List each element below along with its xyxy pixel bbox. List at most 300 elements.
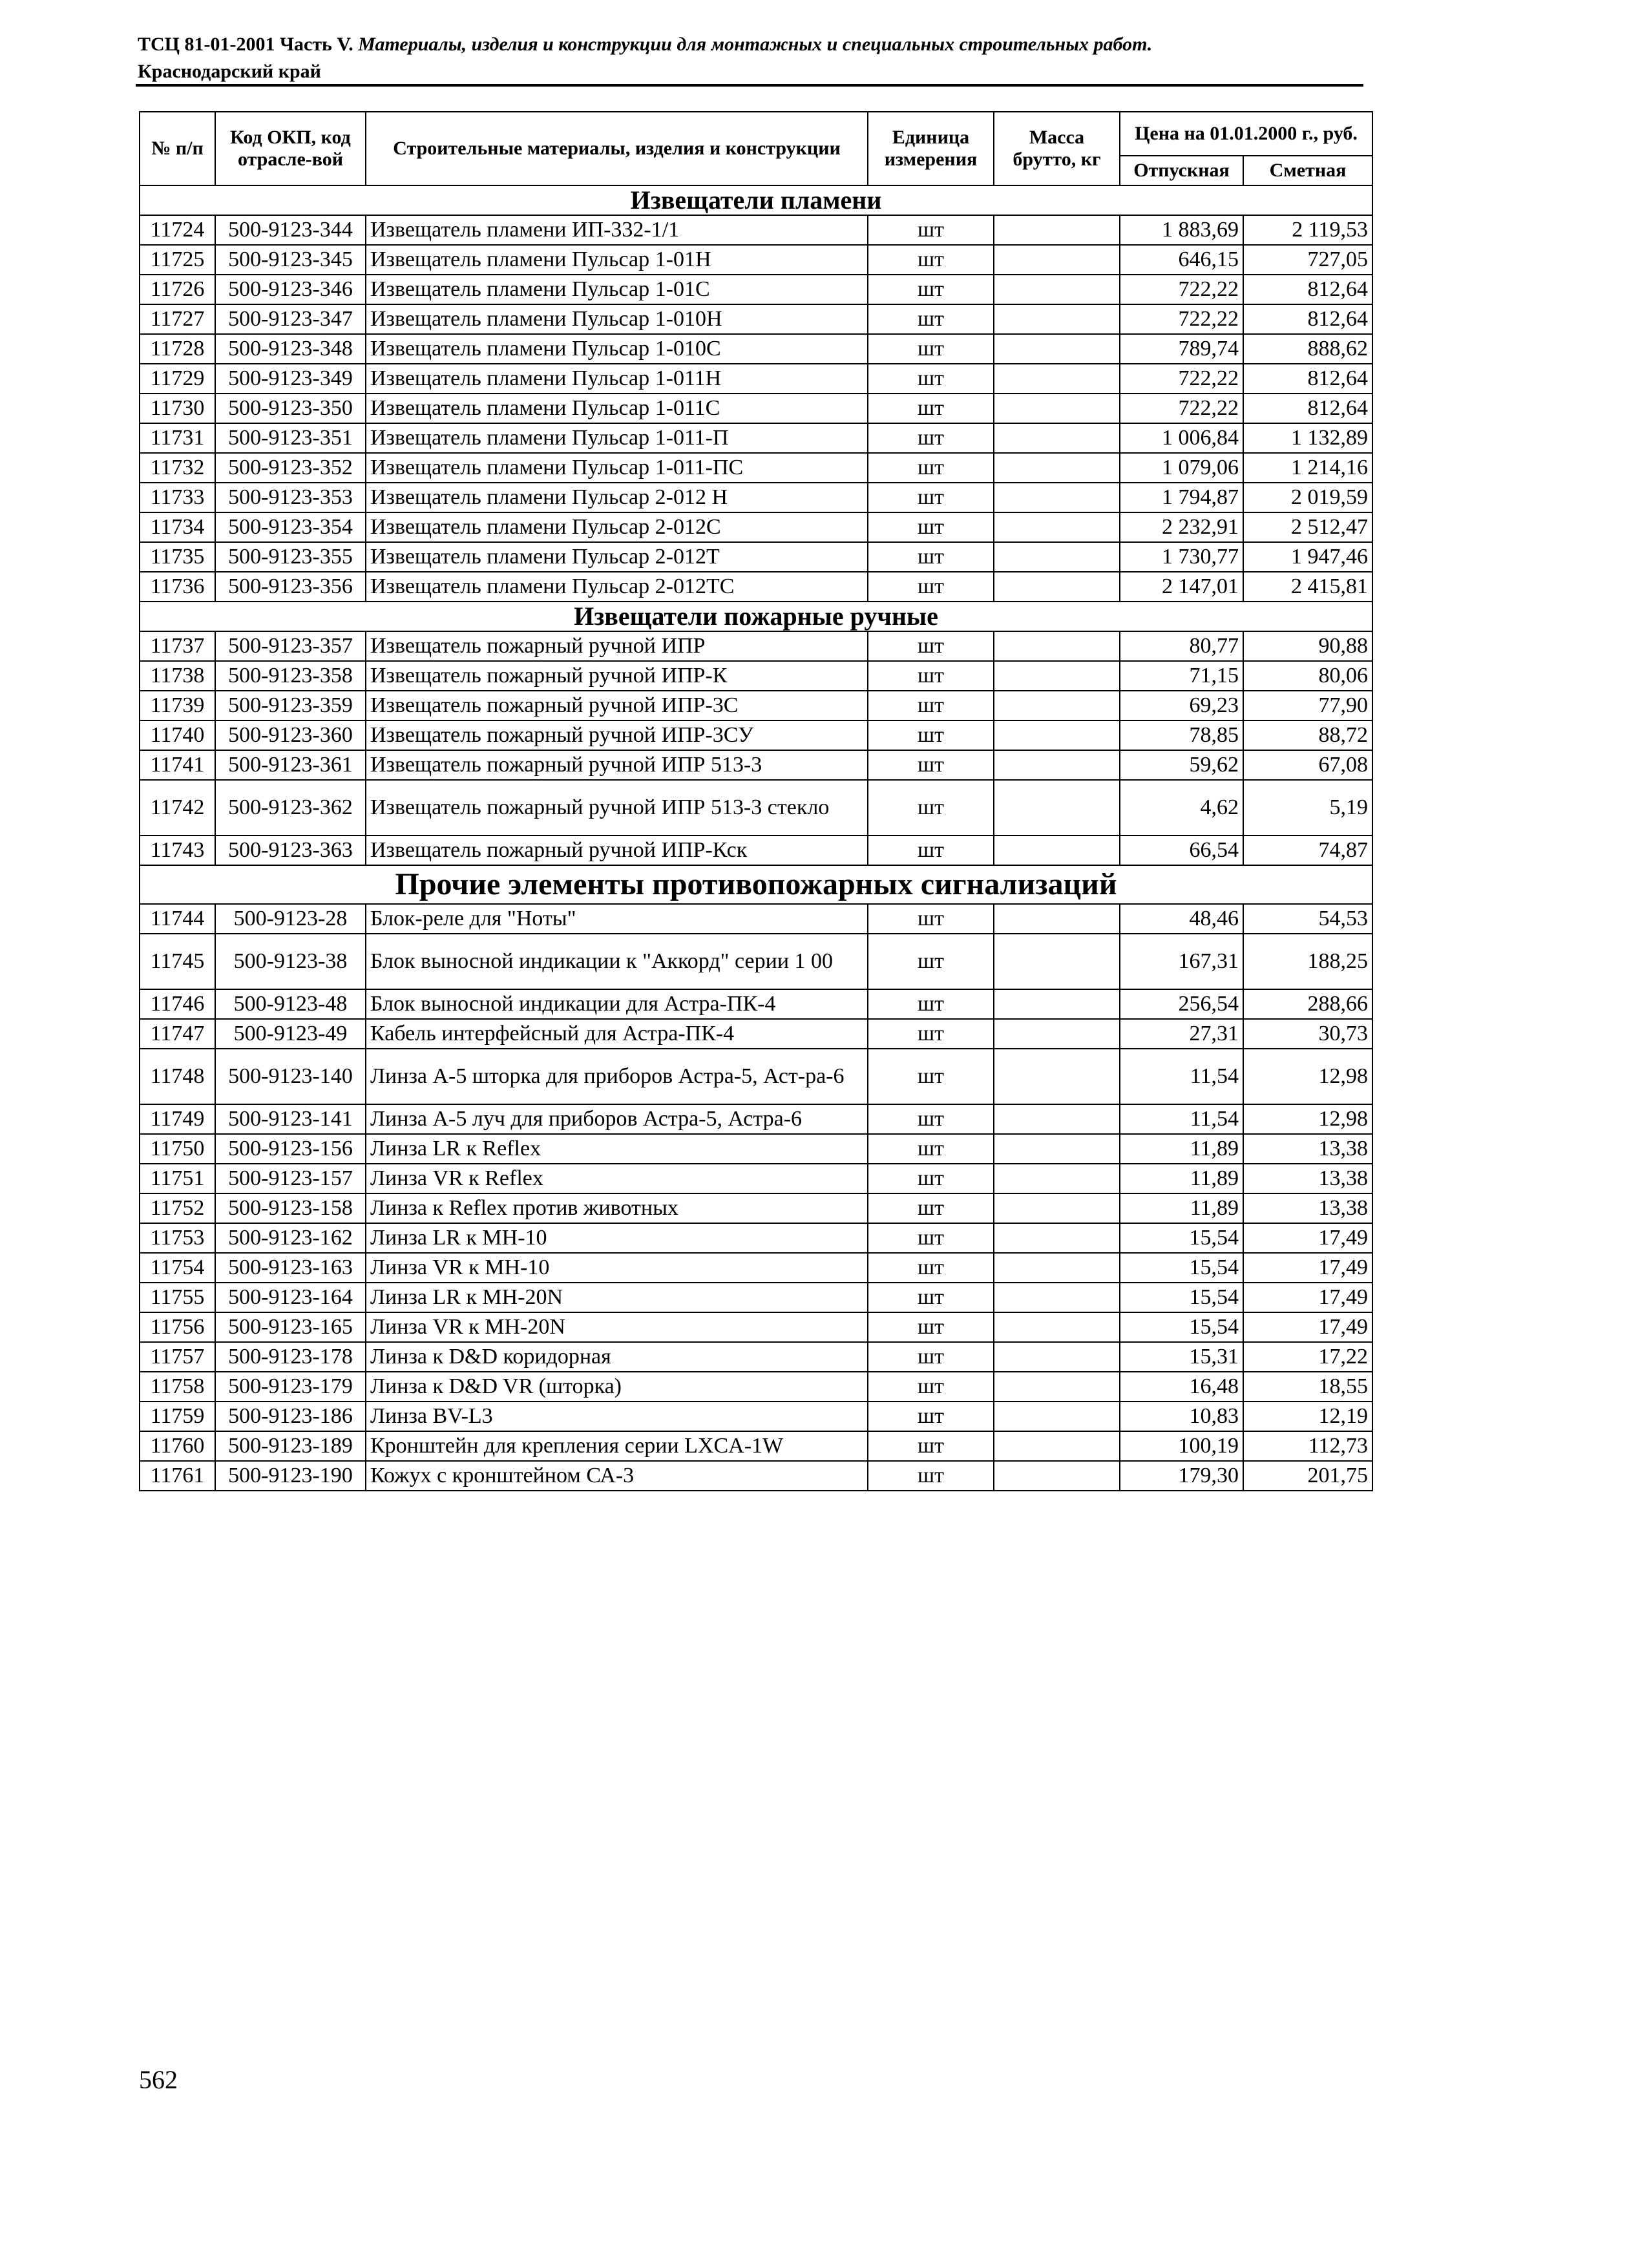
col-price-header: Цена на 01.01.2000 г., руб. <box>1120 112 1372 156</box>
table-row <box>140 453 1372 483</box>
row-release-price: 10,83 <box>1120 1402 1243 1431</box>
row-name: Линза А-5 шторка для приборов Астра-5, Аст-ра-6 <box>366 1049 868 1104</box>
row-number: 11747 <box>140 1019 215 1049</box>
row-release-price: 15,54 <box>1120 1223 1243 1253</box>
row-mass <box>994 1312 1120 1342</box>
section-title: Извещатели пожарные ручные <box>140 602 1372 631</box>
row-name: Извещатель пожарный ручной ИПР-К <box>366 661 868 691</box>
row-estimate-price: 1 132,89 <box>1243 423 1372 453</box>
row-unit: шт <box>868 691 994 720</box>
table-row <box>140 835 1372 865</box>
row-mass <box>994 334 1120 364</box>
row-unit: шт <box>868 215 994 245</box>
row-mass <box>994 904 1120 934</box>
row-unit: шт <box>868 483 994 512</box>
row-estimate-price: 1 947,46 <box>1243 542 1372 572</box>
row-number: 11736 <box>140 572 215 602</box>
row-code: 500-9123-48 <box>215 989 366 1019</box>
row-unit: шт <box>868 245 994 275</box>
row-estimate-price: 90,88 <box>1243 631 1372 661</box>
row-mass <box>994 245 1120 275</box>
row-estimate-price: 112,73 <box>1243 1431 1372 1461</box>
row-mass <box>994 572 1120 602</box>
row-number: 11725 <box>140 245 215 275</box>
row-release-price: 59,62 <box>1120 750 1243 780</box>
row-estimate-price: 812,64 <box>1243 394 1372 423</box>
row-unit: шт <box>868 275 994 304</box>
row-release-price: 11,89 <box>1120 1193 1243 1223</box>
row-mass <box>994 835 1120 865</box>
row-number: 11752 <box>140 1193 215 1223</box>
row-code: 500-9123-351 <box>215 423 366 453</box>
row-code: 500-9123-28 <box>215 904 366 934</box>
table-body <box>140 185 1372 1491</box>
row-release-price: 1 794,87 <box>1120 483 1243 512</box>
row-release-price: 71,15 <box>1120 661 1243 691</box>
row-code: 500-9123-141 <box>215 1104 366 1134</box>
row-number: 11749 <box>140 1104 215 1134</box>
document-header <box>138 31 1365 85</box>
table-row <box>140 215 1372 245</box>
table-row <box>140 750 1372 780</box>
section-header <box>140 602 1372 631</box>
row-name: Извещатель пламени Пульсар 1-011Н <box>366 364 868 394</box>
row-release-price: 256,54 <box>1120 989 1243 1019</box>
row-mass <box>994 1049 1120 1104</box>
row-number: 11728 <box>140 334 215 364</box>
row-number: 11730 <box>140 394 215 423</box>
row-number: 11750 <box>140 1134 215 1164</box>
section-header <box>140 865 1372 904</box>
row-number: 11748 <box>140 1049 215 1104</box>
row-mass <box>994 453 1120 483</box>
table-row <box>140 631 1372 661</box>
header-rule <box>136 84 1363 87</box>
row-release-price: 2 232,91 <box>1120 512 1243 542</box>
header-code: ТСЦ 81-01-2001 Часть V. <box>138 34 353 55</box>
row-release-price: 15,31 <box>1120 1342 1243 1372</box>
row-release-price: 16,48 <box>1120 1372 1243 1402</box>
row-unit: шт <box>868 453 994 483</box>
row-estimate-price: 80,06 <box>1243 661 1372 691</box>
row-number: 11729 <box>140 364 215 394</box>
row-code: 500-9123-354 <box>215 512 366 542</box>
row-number: 11756 <box>140 1312 215 1342</box>
table-row <box>140 1461 1372 1491</box>
row-estimate-price: 5,19 <box>1243 780 1372 835</box>
row-unit: шт <box>868 1283 994 1312</box>
row-unit: шт <box>868 720 994 750</box>
section-title: Извещатели пламени <box>140 185 1372 215</box>
section-header <box>140 185 1372 215</box>
row-unit: шт <box>868 1164 994 1193</box>
row-release-price: 167,31 <box>1120 934 1243 989</box>
table-row <box>140 512 1372 542</box>
row-unit: шт <box>868 304 994 334</box>
table-row <box>140 423 1372 453</box>
row-estimate-price: 201,75 <box>1243 1461 1372 1491</box>
price-table <box>139 111 1373 1491</box>
row-unit: шт <box>868 1461 994 1491</box>
row-name: Линза к D&D VR (шторка) <box>366 1372 868 1402</box>
row-code: 500-9123-348 <box>215 334 366 364</box>
row-number: 11724 <box>140 215 215 245</box>
row-code: 500-9123-178 <box>215 1342 366 1372</box>
table-row <box>140 572 1372 602</box>
row-release-price: 646,15 <box>1120 245 1243 275</box>
header-region: Краснодарский край <box>138 61 321 82</box>
table-row <box>140 1104 1372 1134</box>
row-unit: шт <box>868 750 994 780</box>
row-code: 500-9123-360 <box>215 720 366 750</box>
row-release-price: 78,85 <box>1120 720 1243 750</box>
row-estimate-price: 812,64 <box>1243 275 1372 304</box>
row-name: Извещатель пламени ИП-332-1/1 <box>366 215 868 245</box>
row-number: 11734 <box>140 512 215 542</box>
row-name: Извещатель пожарный ручной ИПР 513-3 <box>366 750 868 780</box>
row-mass <box>994 1431 1120 1461</box>
row-estimate-price: 12,98 <box>1243 1049 1372 1104</box>
row-code: 500-9123-140 <box>215 1049 366 1104</box>
row-name: Линза LR к Reflex <box>366 1134 868 1164</box>
row-number: 11753 <box>140 1223 215 1253</box>
row-number: 11757 <box>140 1342 215 1372</box>
row-mass <box>994 1402 1120 1431</box>
table-row <box>140 1431 1372 1461</box>
row-number: 11731 <box>140 423 215 453</box>
row-mass <box>994 934 1120 989</box>
row-name: Извещатель пламени Пульсар 1-01Н <box>366 245 868 275</box>
row-unit: шт <box>868 934 994 989</box>
table-row <box>140 904 1372 934</box>
row-mass <box>994 542 1120 572</box>
row-release-price: 1 730,77 <box>1120 542 1243 572</box>
row-name: Извещатель пламени Пульсар 1-011-ПС <box>366 453 868 483</box>
row-estimate-price: 13,38 <box>1243 1164 1372 1193</box>
table-row <box>140 1049 1372 1104</box>
row-estimate-price: 2 019,59 <box>1243 483 1372 512</box>
row-code: 500-9123-156 <box>215 1134 366 1164</box>
row-unit: шт <box>868 334 994 364</box>
table-row <box>140 691 1372 720</box>
table-row <box>140 394 1372 423</box>
row-code: 500-9123-362 <box>215 780 366 835</box>
row-unit: шт <box>868 364 994 394</box>
row-estimate-price: 74,87 <box>1243 835 1372 865</box>
row-code: 500-9123-49 <box>215 1019 366 1049</box>
row-mass <box>994 780 1120 835</box>
header-description: Материалы, изделия и конструкции для монтажных и специальных строительных работ. <box>358 34 1153 55</box>
row-estimate-price: 88,72 <box>1243 720 1372 750</box>
table-row <box>140 1253 1372 1283</box>
col-release-price-header: Отпускная <box>1120 156 1243 185</box>
row-release-price: 69,23 <box>1120 691 1243 720</box>
row-release-price: 11,89 <box>1120 1164 1243 1193</box>
section-title: Прочие элементы противопожарных сигнализаций <box>140 865 1372 904</box>
row-estimate-price: 17,49 <box>1243 1312 1372 1342</box>
row-name: Извещатель пламени Пульсар 1-01С <box>366 275 868 304</box>
row-release-price: 789,74 <box>1120 334 1243 364</box>
table-header <box>140 112 1372 185</box>
row-release-price: 11,54 <box>1120 1049 1243 1104</box>
row-release-price: 179,30 <box>1120 1461 1243 1491</box>
row-name: Кронштейн для крепления серии LXCA-1W <box>366 1431 868 1461</box>
page-number: 562 <box>139 2065 178 2094</box>
row-unit: шт <box>868 512 994 542</box>
row-name: Линза VR к МН-10 <box>366 1253 868 1283</box>
row-code: 500-9123-350 <box>215 394 366 423</box>
row-name: Извещатель пламени Пульсар 2-012 Н <box>366 483 868 512</box>
row-mass <box>994 304 1120 334</box>
row-mass <box>994 1134 1120 1164</box>
table-row <box>140 1312 1372 1342</box>
row-unit: шт <box>868 989 994 1019</box>
row-mass <box>994 1223 1120 1253</box>
row-unit: шт <box>868 1402 994 1431</box>
row-unit: шт <box>868 904 994 934</box>
row-mass <box>994 1372 1120 1402</box>
row-number: 11741 <box>140 750 215 780</box>
col-code-header: Код ОКП, код отрасле-вой <box>215 112 366 185</box>
row-estimate-price: 77,90 <box>1243 691 1372 720</box>
table-row <box>140 245 1372 275</box>
row-number: 11746 <box>140 989 215 1019</box>
row-number: 11732 <box>140 453 215 483</box>
row-name: Кожух с кронштейном СА-3 <box>366 1461 868 1491</box>
row-release-price: 66,54 <box>1120 835 1243 865</box>
row-name: Извещатель пламени Пульсар 1-011С <box>366 394 868 423</box>
row-mass <box>994 1253 1120 1283</box>
row-code: 500-9123-157 <box>215 1164 366 1193</box>
table-row <box>140 1372 1372 1402</box>
row-estimate-price: 188,25 <box>1243 934 1372 989</box>
row-number: 11759 <box>140 1402 215 1431</box>
row-estimate-price: 288,66 <box>1243 989 1372 1019</box>
row-estimate-price: 54,53 <box>1243 904 1372 934</box>
row-code: 500-9123-355 <box>215 542 366 572</box>
row-mass <box>994 1342 1120 1372</box>
row-number: 11744 <box>140 904 215 934</box>
row-number: 11733 <box>140 483 215 512</box>
table-row <box>140 1223 1372 1253</box>
row-unit: шт <box>868 423 994 453</box>
row-name: Блок выносной индикации для Астра-ПК-4 <box>366 989 868 1019</box>
row-name: Извещатель пожарный ручной ИПР-Кск <box>366 835 868 865</box>
row-name: Извещатель пожарный ручной ИПР-3С <box>366 691 868 720</box>
row-code: 500-9123-179 <box>215 1372 366 1402</box>
row-name: Извещатель пламени Пульсар 1-011-П <box>366 423 868 453</box>
row-release-price: 48,46 <box>1120 904 1243 934</box>
table-row <box>140 1342 1372 1372</box>
row-number: 11735 <box>140 542 215 572</box>
table-row <box>140 1402 1372 1431</box>
row-release-price: 15,54 <box>1120 1253 1243 1283</box>
row-estimate-price: 888,62 <box>1243 334 1372 364</box>
row-number: 11738 <box>140 661 215 691</box>
row-release-price: 1 079,06 <box>1120 453 1243 483</box>
row-number: 11761 <box>140 1461 215 1491</box>
row-unit: шт <box>868 1372 994 1402</box>
table-row <box>140 1019 1372 1049</box>
table-row <box>140 1134 1372 1164</box>
table-row <box>140 483 1372 512</box>
row-name: Извещатель пламени Пульсар 1-010Н <box>366 304 868 334</box>
table-row <box>140 334 1372 364</box>
row-code: 500-9123-345 <box>215 245 366 275</box>
row-mass <box>994 1019 1120 1049</box>
table-row <box>140 364 1372 394</box>
row-number: 11758 <box>140 1372 215 1402</box>
row-mass <box>994 215 1120 245</box>
row-estimate-price: 2 512,47 <box>1243 512 1372 542</box>
row-number: 11754 <box>140 1253 215 1283</box>
col-mass-header: Масса брутто, кг <box>994 112 1120 185</box>
row-number: 11737 <box>140 631 215 661</box>
row-name: Извещатель пламени Пульсар 2-012Т <box>366 542 868 572</box>
row-unit: шт <box>868 631 994 661</box>
row-code: 500-9123-189 <box>215 1431 366 1461</box>
row-mass <box>994 423 1120 453</box>
table-row <box>140 542 1372 572</box>
table-row <box>140 1164 1372 1193</box>
row-unit: шт <box>868 661 994 691</box>
row-unit: шт <box>868 1253 994 1283</box>
row-name: Блок-реле для "Ноты" <box>366 904 868 934</box>
row-name: Кабель интерфейсный для Астра-ПК-4 <box>366 1019 868 1049</box>
row-estimate-price: 727,05 <box>1243 245 1372 275</box>
row-unit: шт <box>868 1049 994 1104</box>
row-code: 500-9123-361 <box>215 750 366 780</box>
row-mass <box>994 1164 1120 1193</box>
row-release-price: 2 147,01 <box>1120 572 1243 602</box>
row-release-price: 100,19 <box>1120 1431 1243 1461</box>
row-code: 500-9123-165 <box>215 1312 366 1342</box>
table-row <box>140 1283 1372 1312</box>
row-unit: шт <box>868 1312 994 1342</box>
row-mass <box>994 691 1120 720</box>
table-row <box>140 661 1372 691</box>
row-unit: шт <box>868 1342 994 1372</box>
row-number: 11743 <box>140 835 215 865</box>
row-estimate-price: 2 119,53 <box>1243 215 1372 245</box>
row-name: Извещатель пожарный ручной ИПР 513-3 стекло <box>366 780 868 835</box>
row-unit: шт <box>868 780 994 835</box>
row-unit: шт <box>868 1431 994 1461</box>
table-row <box>140 1193 1372 1223</box>
row-estimate-price: 17,49 <box>1243 1223 1372 1253</box>
row-mass <box>994 364 1120 394</box>
row-code: 500-9123-349 <box>215 364 366 394</box>
row-name: Линза VR к Reflex <box>366 1164 868 1193</box>
row-unit: шт <box>868 572 994 602</box>
row-unit: шт <box>868 1134 994 1164</box>
table-row <box>140 934 1372 989</box>
row-estimate-price: 67,08 <box>1243 750 1372 780</box>
row-estimate-price: 13,38 <box>1243 1193 1372 1223</box>
row-name: Линза к Reflex против животных <box>366 1193 868 1223</box>
row-code: 500-9123-344 <box>215 215 366 245</box>
row-number: 11760 <box>140 1431 215 1461</box>
row-name: Линза LR к МН-10 <box>366 1223 868 1253</box>
row-mass <box>994 275 1120 304</box>
row-release-price: 80,77 <box>1120 631 1243 661</box>
row-unit: шт <box>868 1019 994 1049</box>
row-name: Линза VR к МН-20N <box>366 1312 868 1342</box>
row-mass <box>994 720 1120 750</box>
row-mass <box>994 512 1120 542</box>
row-mass <box>994 750 1120 780</box>
row-release-price: 11,54 <box>1120 1104 1243 1134</box>
table-row <box>140 304 1372 334</box>
row-unit: шт <box>868 1193 994 1223</box>
row-code: 500-9123-352 <box>215 453 366 483</box>
row-name: Линза к D&D коридорная <box>366 1342 868 1372</box>
col-unit-header: Единица измерения <box>868 112 994 185</box>
row-unit: шт <box>868 1104 994 1134</box>
row-code: 500-9123-357 <box>215 631 366 661</box>
row-mass <box>994 1104 1120 1134</box>
row-release-price: 4,62 <box>1120 780 1243 835</box>
row-mass <box>994 1461 1120 1491</box>
row-name: Линза LR к МН-20N <box>366 1283 868 1312</box>
row-estimate-price: 12,19 <box>1243 1402 1372 1431</box>
row-mass <box>994 989 1120 1019</box>
row-estimate-price: 18,55 <box>1243 1372 1372 1402</box>
row-release-price: 722,22 <box>1120 394 1243 423</box>
row-release-price: 15,54 <box>1120 1312 1243 1342</box>
row-code: 500-9123-359 <box>215 691 366 720</box>
row-release-price: 27,31 <box>1120 1019 1243 1049</box>
row-estimate-price: 17,49 <box>1243 1253 1372 1283</box>
row-mass <box>994 631 1120 661</box>
row-estimate-price: 17,49 <box>1243 1283 1372 1312</box>
row-code: 500-9123-164 <box>215 1283 366 1312</box>
row-code: 500-9123-190 <box>215 1461 366 1491</box>
row-release-price: 722,22 <box>1120 275 1243 304</box>
col-name-header: Строительные материалы, изделия и конструкции <box>366 112 868 185</box>
row-estimate-price: 812,64 <box>1243 304 1372 334</box>
row-code: 500-9123-358 <box>215 661 366 691</box>
row-estimate-price: 2 415,81 <box>1243 572 1372 602</box>
row-code: 500-9123-347 <box>215 304 366 334</box>
row-release-price: 722,22 <box>1120 364 1243 394</box>
row-estimate-price: 1 214,16 <box>1243 453 1372 483</box>
row-estimate-price: 12,98 <box>1243 1104 1372 1134</box>
row-release-price: 1 006,84 <box>1120 423 1243 453</box>
row-code: 500-9123-38 <box>215 934 366 989</box>
row-estimate-price: 30,73 <box>1243 1019 1372 1049</box>
row-name: Блок выносной индикации к "Аккорд" серии 1 00 <box>366 934 868 989</box>
row-unit: шт <box>868 542 994 572</box>
row-estimate-price: 812,64 <box>1243 364 1372 394</box>
table-row <box>140 780 1372 835</box>
row-name: Извещатель пожарный ручной ИПР-3СУ <box>366 720 868 750</box>
row-unit: шт <box>868 1223 994 1253</box>
row-number: 11751 <box>140 1164 215 1193</box>
row-mass <box>994 1193 1120 1223</box>
row-number: 11726 <box>140 275 215 304</box>
row-number: 11740 <box>140 720 215 750</box>
row-code: 500-9123-158 <box>215 1193 366 1223</box>
row-number: 11745 <box>140 934 215 989</box>
row-release-price: 11,89 <box>1120 1134 1243 1164</box>
header-line-1 <box>138 31 1365 58</box>
row-name: Извещатель пожарный ручной ИПР <box>366 631 868 661</box>
col-estimate-price-header: Сметная <box>1243 156 1372 185</box>
row-release-price: 15,54 <box>1120 1283 1243 1312</box>
row-code: 500-9123-163 <box>215 1253 366 1283</box>
row-unit: шт <box>868 835 994 865</box>
